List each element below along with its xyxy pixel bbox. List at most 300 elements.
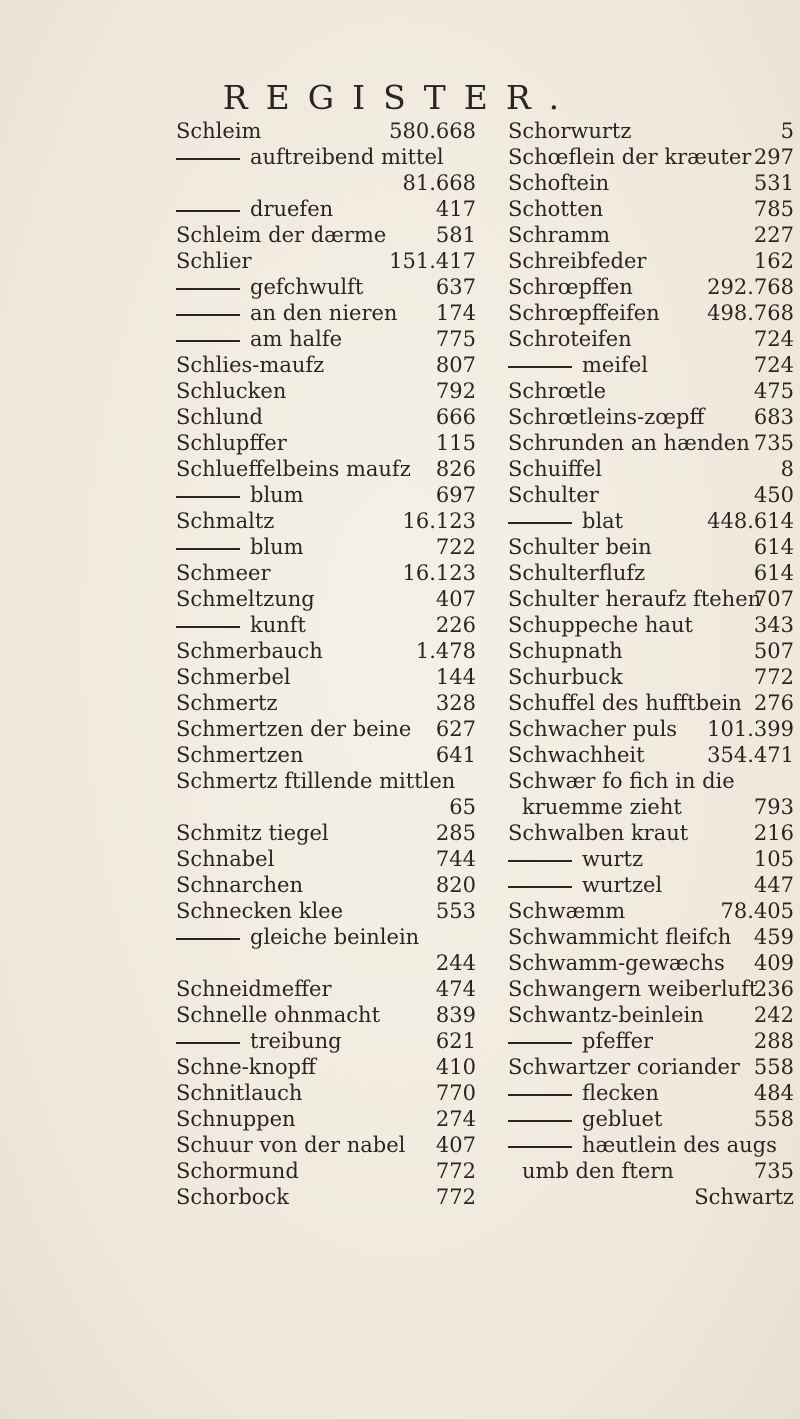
entry-term-text: Schwæmm [508,899,626,923]
page-number: 285 [435,821,476,845]
entry-term [508,1054,740,1080]
entry-term [522,1158,674,1184]
entry-term-text: Schorwurtz [508,119,632,143]
entry-term [176,976,332,1002]
entry-term-text: Schnecken klee [176,899,344,923]
entry-term [508,742,645,768]
entry-term [176,1002,380,1028]
entry-term [176,1106,296,1132]
entry-term [176,742,304,768]
repeat-dash [508,1094,572,1096]
index-entry [508,1106,794,1132]
index-entry [508,820,794,846]
entry-term-text: Schwacher puls [508,717,678,741]
entry-term [176,118,261,144]
page-number: 409 [753,951,794,975]
entry-term [508,1106,662,1132]
page-number: 417 [435,197,476,221]
entry-term [176,300,397,326]
index-entry [176,1106,476,1132]
page-number: 792 [435,379,476,403]
page-number: 474 [435,977,476,1001]
index-entry [176,1158,476,1184]
entry-term-text: Schmertz [176,691,278,715]
page-number: 772 [435,1159,476,1183]
page-number: 614 [753,561,794,585]
page-number: 531 [753,171,794,195]
index-entry [508,872,794,898]
entry-term [176,430,287,456]
entry-term [508,872,662,898]
index-entry [508,118,794,144]
entry-term-text: Schnelle ohnmacht [176,1003,381,1027]
index-entry [508,846,794,872]
index-entry [508,1028,794,1054]
entry-term [508,664,623,690]
index-entry [176,586,476,612]
repeat-dash [508,860,572,862]
entry-term [176,690,278,716]
entry-term-text: Schmertzen [176,743,304,767]
repeat-dash [176,1042,240,1044]
entry-term [508,222,610,248]
entry-term [508,612,693,638]
entry-term [176,352,324,378]
entry-term-text: Schormund [176,1159,299,1183]
index-entry [176,326,476,352]
entry-term [176,196,333,222]
page-number: 447 [753,873,794,897]
index-entry [508,586,794,612]
index-entry [176,820,476,846]
entry-term-text: Schleim der dærme [176,223,387,247]
index-entry [508,456,794,482]
page-number: 407 [435,1133,476,1157]
entry-term-text: Schwalben kraut [508,821,689,845]
right-column [508,118,794,1210]
page-number: 637 [435,275,476,299]
entry-term-text: umb den ftern [522,1159,674,1183]
entry-term-text: Schoftein [508,171,610,195]
entry-term [522,794,682,820]
index-entry [508,1132,794,1158]
page-number: 227 [753,223,794,247]
entry-term [176,456,411,482]
entry-term [508,196,603,222]
entry-term [176,586,315,612]
entry-term [508,1132,777,1158]
entry-term [176,144,444,170]
entry-term-text: kunft [250,613,306,637]
index-entry [508,326,794,352]
index-entry [508,612,794,638]
repeat-dash [508,886,572,888]
page-number: 785 [753,197,794,221]
entry-term [508,560,645,586]
entry-term-text: Schulter heraufz ftehen [508,587,762,611]
page-number: 558 [753,1055,794,1079]
entry-term [508,300,660,326]
entry-term-text: Schlueffelbeins maufz [176,457,411,481]
page-number: 772 [753,665,794,689]
index-entry [176,560,476,586]
entry-term-text: Schwær fo fich in die [508,769,735,793]
index-entry [508,768,794,794]
index-entry [176,898,476,924]
page-number: 839 [435,1003,476,1027]
index-entry [508,508,794,534]
index-entry [508,170,794,196]
entry-term [508,274,633,300]
index-entry [508,378,794,404]
page-number: 807 [435,353,476,377]
entry-term-text: Schmertz ftillende mittlen [176,769,456,793]
entry-term [176,612,306,638]
entry-term-text: Schorbock [176,1185,289,1209]
index-entry [508,534,794,560]
index-entry [508,638,794,664]
entry-term-text: blum [250,483,304,507]
entry-term [508,170,609,196]
index-entry [176,534,476,560]
page-number: 450 [753,483,794,507]
entry-term [176,1080,302,1106]
repeat-dash [176,210,240,212]
page-number: 744 [435,847,476,871]
entry-term-text: Schnuppen [176,1107,296,1131]
page-number: 354.471 [707,743,794,767]
index-entry [176,612,476,638]
entry-term [508,482,599,508]
page-number: 78.405 [720,899,794,923]
page-number: 407 [435,587,476,611]
entry-term-text: Schmeltzung [176,587,315,611]
repeat-dash [508,1042,572,1044]
page-number: 683 [753,405,794,429]
page-number: 581 [435,223,476,247]
entry-term [508,820,688,846]
index-entry [508,248,794,274]
page-number: 297 [753,145,794,169]
entry-term-text: Schleim [176,119,262,143]
index-entry [508,690,794,716]
page-number: 707 [753,587,794,611]
index-entry [508,976,794,1002]
index-entry [176,1054,476,1080]
entry-term-text: Schuppeche haut [508,613,693,637]
index-entry [176,170,476,196]
entry-term-text: Schlund [176,405,263,429]
entry-term [176,716,411,742]
entry-term [508,846,643,872]
catchword: Schwartz [694,1185,794,1209]
entry-term [176,846,274,872]
entry-term-text: wurtzel [582,873,663,897]
entry-term-text: gleiche beinlein [250,925,420,949]
entry-term [176,222,386,248]
index-entry [508,924,794,950]
index-entry [508,1054,794,1080]
entry-term [176,1054,316,1080]
page-number: 151.417 [389,249,476,273]
entry-term-text: Schulterflufz [508,561,646,585]
entry-term-text: Schulter [508,483,599,507]
entry-term [508,404,704,430]
repeat-dash [508,1120,572,1122]
page-number: 826 [435,457,476,481]
entry-term-text: kruemme zieht [522,795,682,819]
index-entry [508,898,794,924]
page-number: 507 [753,639,794,663]
entry-term [508,248,646,274]
entry-term [176,274,363,300]
entry-term-text: Schlier [176,249,252,273]
page-number: 115 [435,431,476,455]
entry-term-text: Schwammicht fleifch [508,925,732,949]
entry-term [176,326,342,352]
entry-term [508,456,602,482]
entry-term [508,898,625,924]
entry-term-text: druefen [250,197,334,221]
catchword-row [508,1184,794,1210]
entry-term [508,768,735,794]
index-entry [508,430,794,456]
entry-term [508,1028,653,1054]
page-number: 793 [753,795,794,819]
page-number: 288 [753,1029,794,1053]
page-number: 553 [435,899,476,923]
entry-term [176,1158,299,1184]
entry-term-text: Schramm [508,223,611,247]
page-number: 475 [753,379,794,403]
index-entry [176,196,476,222]
index-entry [176,976,476,1002]
index-entry [176,638,476,664]
page-number: 81.668 [402,171,476,195]
page-number: 498.768 [707,301,794,325]
entry-term-text: pfeffer [582,1029,654,1053]
entry-term [508,638,623,664]
page-number: 724 [753,327,794,351]
entry-term-text: wurtz [582,847,644,871]
entry-term-text: Schuiffel [508,457,602,481]
entry-term-text: flecken [582,1081,659,1105]
entry-term-text: Schrœtle [508,379,607,403]
page-number: 162 [753,249,794,273]
entry-term-text: blat [582,509,624,533]
entry-term-text: Schwantz-beinlein [508,1003,704,1027]
page-number: 174 [435,301,476,325]
page-number: 105 [753,847,794,871]
entry-term-text: Schulter bein [508,535,652,559]
entry-term [176,768,455,794]
page-number: 276 [753,691,794,715]
entry-term [508,924,731,950]
entry-term-text: Schnitlauch [176,1081,303,1105]
entry-term-text: Schwamm-gewæchs [508,951,725,975]
entry-term-text: Schmaltz [176,509,275,533]
entry-term [508,1080,659,1106]
entry-term-text: Schlupffer [176,431,287,455]
index-entry [176,1184,476,1210]
page-header: REGISTER. [222,78,578,117]
entry-term-text: Schmerbel [176,665,291,689]
entry-term-text: Schrœpffen [508,275,633,299]
entry-term [508,508,623,534]
entry-term [508,144,751,170]
index-entry [176,274,476,300]
page-number: 16.123 [402,561,476,585]
page-number: 641 [435,743,476,767]
entry-term [176,820,329,846]
entry-term-text: Schnabel [176,847,275,871]
entry-term [176,924,419,950]
entry-term-text: Schne-knopff [176,1055,316,1079]
page-number: 735 [753,1159,794,1183]
entry-term-text: Schmertzen der beine [176,717,412,741]
entry-term-text: Schmeer [176,561,271,585]
page-number: 242 [753,1003,794,1027]
entry-term [176,404,263,430]
page-number: 775 [435,327,476,351]
page-number: 144 [435,665,476,689]
page-number: 16.123 [402,509,476,533]
index-entry [176,794,476,820]
entry-term-text: Schuur von der nabel [176,1133,406,1157]
entry-term [508,716,677,742]
entry-term-text: Schotten [508,197,604,221]
page-number: 697 [435,483,476,507]
index-entry [176,872,476,898]
page-number: 770 [435,1081,476,1105]
entry-term-text: Schroteifen [508,327,632,351]
page-number: 8 [780,457,794,481]
repeat-dash [508,1146,572,1148]
index-entry [508,1080,794,1106]
page-number: 1.478 [415,639,476,663]
entry-term [176,898,343,924]
entry-term [176,378,286,404]
entry-term-text: Schreibfeder [508,249,647,273]
index-entry [508,560,794,586]
page-number: 614 [753,535,794,559]
entry-term-text: Schmerbauch [176,639,323,663]
index-entry [508,482,794,508]
index-entry [176,768,476,794]
entry-term [176,1184,289,1210]
entry-term-text: Schrœtleins-zœpff [508,405,705,429]
repeat-dash [176,340,240,342]
entry-term-text: Schurbuck [508,665,623,689]
page-number: 244 [435,951,476,975]
page-number: 820 [435,873,476,897]
page-number: 216 [753,821,794,845]
entry-term [508,976,757,1002]
index-entry [508,664,794,690]
index-entry [176,300,476,326]
repeat-dash [508,366,572,368]
entry-term [176,1028,342,1054]
index-entry [176,248,476,274]
entry-term [508,1002,704,1028]
page-number: 410 [435,1055,476,1079]
index-entry [176,1132,476,1158]
repeat-dash [176,496,240,498]
entry-term-text: Schupnath [508,639,623,663]
page-number: 101.399 [707,717,794,741]
index-entry [176,1002,476,1028]
entry-term-text: Schlucken [176,379,287,403]
page-number: 484 [753,1081,794,1105]
entry-term-text: blum [250,535,304,559]
repeat-dash [176,158,240,160]
entry-term [176,560,270,586]
page-number: 236 [753,977,794,1001]
entry-term-text: auftreibend mittel [250,145,444,169]
repeat-dash [176,548,240,550]
entry-term-text: an den nieren [250,301,398,325]
index-entry [508,950,794,976]
page-number: 5 [780,119,794,143]
index-entry [176,352,476,378]
page-number: 343 [753,613,794,637]
entry-term-text: am halfe [250,327,343,351]
page-number: 735 [753,431,794,455]
index-entry [176,950,476,976]
page-number: 558 [753,1107,794,1131]
entry-term [508,118,631,144]
page-number: 722 [435,535,476,559]
index-entry [176,664,476,690]
index-entry [508,794,794,820]
entry-term-text: Schrunden an hænden [508,431,750,455]
entry-term [508,950,725,976]
index-entry [508,300,794,326]
entry-term-text: gefchwulft [250,275,364,299]
page-number: 328 [435,691,476,715]
entry-term [176,482,304,508]
index-entry [508,742,794,768]
entry-term [176,1132,405,1158]
entry-term [176,638,323,664]
index-entry [176,508,476,534]
index-entry [176,742,476,768]
entry-term-text: gebluet [582,1107,663,1131]
entry-term [176,872,303,898]
index-entry [176,144,476,170]
index-entry [176,404,476,430]
index-entry [176,1028,476,1054]
index-entry [508,716,794,742]
repeat-dash [508,522,572,524]
index-entry [508,352,794,378]
entry-term-text: Schuffel des hufftbein [508,691,742,715]
page-number: 274 [435,1107,476,1131]
entry-term-text: treibung [250,1029,342,1053]
index-entry [508,1158,794,1184]
entry-term-text: Schwangern weiberluft [508,977,758,1001]
index-entry [176,482,476,508]
repeat-dash [176,314,240,316]
index-entry [508,144,794,170]
index-entry [176,846,476,872]
index-entry [176,924,476,950]
page-number: 65 [449,795,476,819]
page-number: 580.668 [389,119,476,143]
entry-term [176,508,274,534]
entry-term-text: Schneidmeffer [176,977,332,1001]
entry-term [508,326,632,352]
